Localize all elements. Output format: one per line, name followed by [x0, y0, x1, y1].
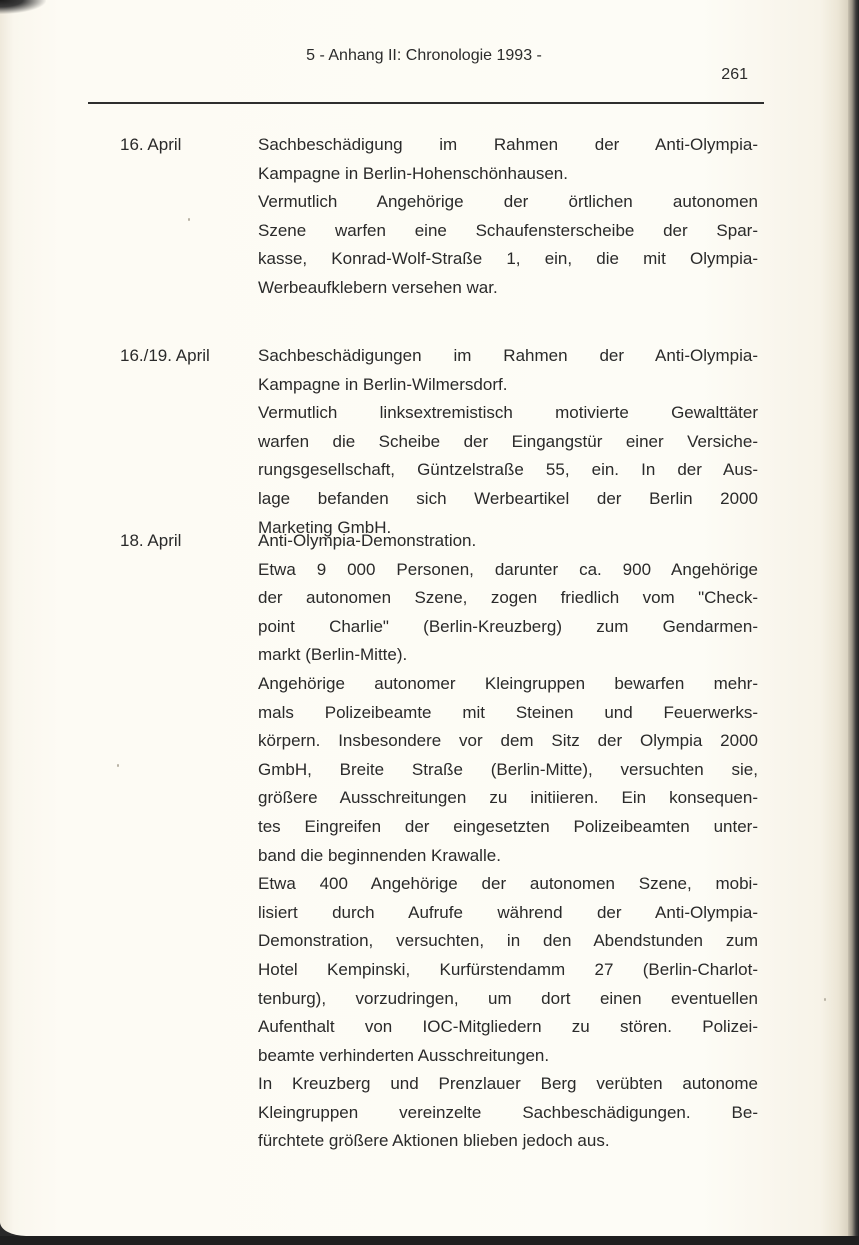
paper-speck: [824, 998, 826, 1001]
body-line: mals Polizeibeamte mit Steinen und Feuerwerks-: [258, 702, 758, 722]
body-line: beamte verhinderten Ausschreitungen.: [258, 1045, 550, 1065]
running-header: 5 - Anhang II: Chronologie 1993 -: [306, 47, 542, 64]
body-line: markt (Berlin-Mitte).: [258, 645, 408, 665]
body-line: lisiert durch Aufrufe während der Anti-Olympia-: [258, 902, 758, 922]
page-number: 261: [721, 66, 748, 83]
body-line: warfen die Scheibe der Eingangstür einer Versiche-: [258, 431, 758, 451]
body-line: tenburg), vorzudringen, um dort einen eventuellen: [258, 988, 758, 1008]
body-line: In Kreuzberg und Prenzlauer Berg verübten autonome: [258, 1074, 758, 1094]
body-line: Marketing GmbH.: [258, 517, 392, 537]
body-line: Sachbeschädigungen im Rahmen der Anti-Olympia-: [258, 346, 758, 365]
body-line: Anti-Olympia-Demonstration.: [258, 531, 477, 550]
entry-body: [258, 131, 758, 303]
body-line: kasse, Konrad-Wolf-Straße 1, ein, die mit Olympia-: [258, 249, 758, 269]
body-line: Szene warfen eine Schaufensterscheibe der Spar-: [258, 220, 758, 240]
body-line: Demonstration, versuchten, in den Abendstunden zum: [258, 931, 758, 951]
body-line: Sachbeschädigung im Rahmen der Anti-Olympia-: [258, 135, 758, 154]
body-line: GmbH, Breite Straße (Berlin-Mitte), versuchten sie,: [258, 759, 758, 779]
entry-date: 16. April: [120, 135, 182, 154]
body-line: Angehörige autonomer Kleingruppen bewarfen mehr-: [258, 673, 758, 693]
body-line: point Charlie" (Berlin-Kreuzberg) zum Gendarmen-: [258, 616, 758, 636]
body-line: der autonomen Szene, zogen friedlich vom "Check-: [258, 588, 758, 608]
body-line: Vermutlich linksextremistisch motivierte Gewalttäter: [258, 403, 758, 423]
body-line: band die beginnenden Krawalle.: [258, 845, 501, 865]
body-line: Vermutlich Angehörige der örtlichen autonomen: [258, 192, 758, 212]
body-line: Kleingruppen vereinzelte Sachbeschädigungen. Be-: [258, 1102, 758, 1122]
paper-speck: [188, 218, 190, 221]
body-line: tes Eingreifen der eingesetzten Polizeibeamten unter-: [258, 816, 758, 836]
paper-speck: [117, 764, 119, 767]
body-line: körpern. Insbesondere vor dem Sitz der Olympia 2000: [258, 731, 758, 751]
body-line: Hotel Kempinski, Kurfürstendamm 27 (Berlin-Charlot-: [258, 959, 758, 979]
body-line: lage befanden sich Werbeartikel der Berlin 2000: [258, 488, 758, 508]
book-binding-edge: [848, 0, 859, 1245]
body-line: rungsgesellschaft, Güntzelstraße 55, ein. In der Aus-: [258, 460, 758, 480]
page-corner-shadow: [0, 0, 46, 14]
body-line: Aufenthalt von IOC-Mitgliedern zu stören. Polizei-: [258, 1017, 758, 1037]
body-line: Kampagne in Berlin-Hohenschönhausen.: [258, 163, 568, 183]
body-line: größere Ausschreitungen zu initiieren. Ein konsequen-: [258, 788, 758, 808]
body-line: Etwa 400 Angehörige der autonomen Szene, mobi-: [258, 874, 758, 894]
body-line: fürchtete größere Aktionen blieben jedoch aus.: [258, 1131, 610, 1151]
body-line: Werbeaufklebern versehen war.: [258, 277, 498, 297]
body-line: Etwa 9 000 Personen, darunter ca. 900 Angehörige: [258, 559, 758, 579]
header-divider: [88, 102, 764, 104]
book-bottom-edge: [0, 1236, 859, 1245]
entry-body: [258, 527, 758, 1156]
entry-date: 18. April: [120, 531, 182, 550]
body-line: Kampagne in Berlin-Wilmersdorf.: [258, 374, 508, 394]
entry-date: 16./19. April: [120, 346, 210, 365]
entry-body: [258, 342, 758, 542]
